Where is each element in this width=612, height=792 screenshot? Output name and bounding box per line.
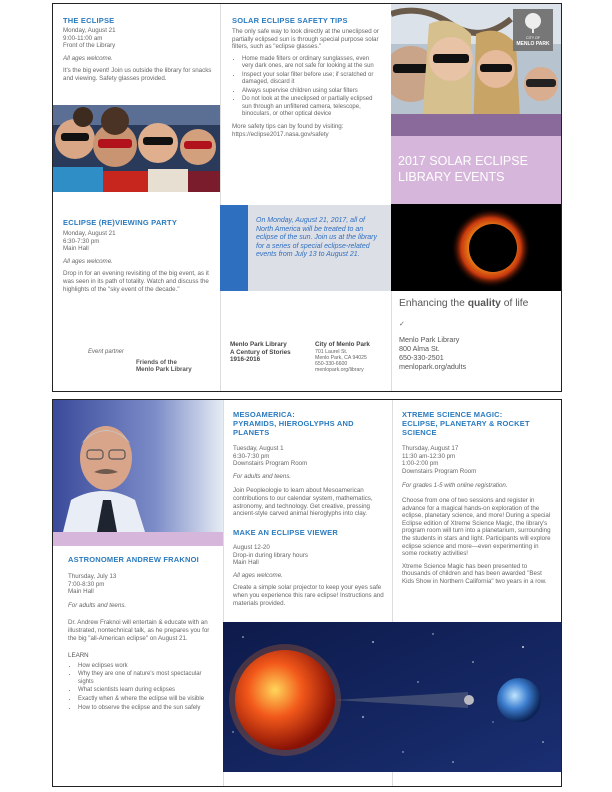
xtreme-title-2: ECLIPSE, PLANETARY & ROCKET SCIENCE: [402, 419, 530, 437]
xtreme-date: Thursday, August 17: [402, 445, 459, 452]
speaker-accent-band: [53, 532, 223, 546]
learn-item: • Why they are one of nature's most spectacular sights: [78, 671, 218, 685]
reviewing-party-title: ECLIPSE (RE)VIEWING PARTY: [63, 218, 178, 227]
xtreme-event: [402, 410, 554, 586]
safety-tip: • Inspect your solar filter before use; if scratched or damaged, discard it: [242, 72, 382, 86]
logo-small-text: CITY OF: [526, 36, 540, 40]
mesoamerica-date: Tuesday, August 1: [233, 445, 284, 452]
cover-title-line1: 2017 SOLAR ECLIPSE: [398, 154, 528, 168]
tagline-pre: Enhancing the: [399, 298, 468, 309]
centennial-line1: Menlo Park Library: [230, 341, 287, 348]
viewer-title: MAKE AN ECLIPSE VIEWER: [233, 528, 338, 537]
learn-item: • Exactly when & where the eclipse will be visible: [78, 696, 218, 703]
event-partner: [88, 349, 218, 374]
event-partner-name-1: Friends of the: [136, 358, 177, 366]
event-partner-name-2: Menlo Park Library: [136, 366, 192, 374]
cover-title-band: [391, 136, 561, 204]
panel-safety: [220, 4, 392, 391]
learn-item: • What scientists learn during eclipses: [78, 687, 218, 694]
andrew-fraknoi-photo: [53, 400, 223, 532]
xtreme-audience: For grades 1-5 with online registration.: [402, 482, 508, 490]
reviewing-party-date: Monday, August 21: [63, 230, 116, 237]
xtreme-time-2: 1:00-2:00 pm: [402, 460, 439, 468]
safety-title: SOLAR ECLIPSE SAFETY TIPS: [232, 16, 348, 25]
speaker-time: 7:00-8:30 pm: [68, 580, 105, 588]
girls-with-eclipse-glasses-photo: [391, 4, 561, 136]
xtreme-time-1: 11:30 am-12:30 pm: [402, 452, 456, 460]
city-web[interactable]: menlopark.org/library: [315, 367, 364, 374]
brochure-outside: [52, 3, 562, 392]
safety-tip: • Always supervise children using solar filters: [242, 88, 382, 95]
centennial: [230, 341, 305, 364]
mesoamerica-title-2: PYRAMIDS, HIEROGLYPHS AND PLANETS: [233, 419, 354, 437]
eclipse-event-title: THE ECLIPSE: [63, 16, 115, 25]
speaker-date: Thursday, July 13: [68, 573, 117, 580]
safety-url[interactable]: https://eclipse2017.nasa.gov/safety: [232, 130, 329, 138]
speaker-event: [68, 555, 218, 713]
xtreme-location: Downstairs Program Room: [402, 467, 477, 475]
city-addr2: Menlo Park, CA 94025: [315, 354, 367, 361]
announcement-text: On Monday, August 21, 2017, all of North America will be treated to an eclipse of the sun. Join us at the library for a series of special eclipse-related events from July 13 to August 21.: [256, 217, 378, 259]
kids-with-eclipse-glasses-photo: [53, 105, 220, 192]
city-contact: [315, 341, 390, 373]
xtreme-award: Xtreme Science Magic has been presented to thousands of children and has been awarded "Best Kids Show in Northern California" two years in a row.: [402, 562, 547, 585]
tagline-post: of life: [500, 298, 529, 309]
viewer-audience: All ages welcome.: [233, 571, 283, 579]
xtreme-description: Choose from one of two sessions and register in advance for a magical hands-on exploration of the eclipse, planetary science, and more! During a special Eclipse edition of Xtreme Science Magic, the library's program room will turn into a planetarium, surrounding the students in stars and light. Participants will explore eclipse science and more—even experimenting in some rocketry activities!: [402, 496, 551, 558]
announcement-box: [220, 205, 391, 291]
panel-events-left: [53, 4, 221, 391]
announcement-accent: [220, 205, 248, 291]
speaker-description: Dr. Andrew Fraknoi will entertain & educate with an illustrated, nontechnical talk, as he prepares you for the big "all-American eclipse" on August 21.: [68, 619, 210, 642]
reviewing-party: [63, 218, 213, 293]
eclipse-viewer-event: [233, 528, 385, 607]
library-phone: 650-330-2501: [399, 353, 444, 362]
xtreme-title-1: XTREME SCIENCE MAGIC:: [402, 410, 503, 419]
logo-name: MENLO PARK: [516, 41, 550, 47]
eclipse-event-audience: All ages welcome.: [63, 54, 113, 62]
check-mark-icon: ✓: [399, 321, 405, 328]
mesoamerica-title-1: MESOAMERICA:: [233, 410, 295, 419]
panel-cover: [391, 4, 561, 391]
learn-item: • How to observe the eclipse and the sun safely: [78, 705, 218, 712]
mesoamerica-audience: For adults and teens.: [233, 472, 292, 480]
viewer-date: August 12-20: [233, 544, 270, 551]
speaker-location: Main Hall: [68, 588, 94, 596]
learn-item: • How eclipses work: [78, 663, 218, 670]
safety-intro: The only safe way to look directly at the uneclipsed or partially eclipsed sun is through special purpose solar filters, such as "eclipse glasses.": [232, 28, 379, 51]
reviewing-party-time: 6:30-7:30 pm: [63, 237, 100, 245]
speaker-title: ASTRONOMER ANDREW FRAKNOI: [68, 555, 199, 564]
cover-tagline: [399, 298, 559, 309]
city-name: City of Menlo Park: [315, 341, 370, 348]
library-name: Menlo Park Library: [399, 335, 460, 344]
eclipse-event-description: It's the big event! Join us outside the library for snacks and viewing. Safety glasses provided.: [63, 67, 212, 82]
mesoamerica-time: 6:30-7:30 pm: [233, 452, 270, 460]
mesoamerica-event: [233, 410, 385, 518]
library-address: 800 Alma St.: [399, 344, 440, 353]
reviewing-party-location: Main Hall: [63, 245, 89, 253]
mesoamerica-location: Downstairs Program Room: [233, 460, 308, 468]
viewer-time: Drop-in during library hours: [233, 551, 308, 559]
event-partner-label: Event partner: [88, 349, 125, 355]
safety-tip-list: [232, 56, 382, 118]
safety-tip: • Home made filters or ordinary sunglasses, even very dark ones, are not safe for looking at the sun: [242, 56, 382, 70]
eclipse-event-time: 9:00-11:00 am: [63, 34, 103, 42]
viewer-description: Create a simple solar projector to keep your eyes safe when you experience this rare eclipse! Instructions and materials provided.: [233, 584, 384, 607]
tagline-bold: quality: [467, 298, 501, 309]
speaker-audience: For adults and teens.: [68, 601, 127, 609]
eclipse-event-location: Front of the Library: [63, 42, 116, 50]
reviewing-party-audience: All ages welcome.: [63, 257, 113, 265]
reviewing-party-description: Drop in for an evening revisiting of the big event, as it was seen in its path of totality. Watch and discuss the highlights of the "sky event of the decade.": [63, 270, 209, 293]
eclipse-event: [63, 16, 213, 83]
viewer-location: Main Hall: [233, 559, 259, 567]
city-addr1: 701 Laurel St.: [315, 348, 348, 355]
eclipse-event-date: Monday, August 21: [63, 27, 116, 34]
oak-tree-icon: [521, 12, 545, 34]
space-sun-planets-artwork: [223, 622, 561, 772]
menlo-park-logo: [513, 9, 553, 51]
solar-eclipse-photo: [391, 204, 561, 291]
safety-more: More safety tips can by found by visiting:: [232, 122, 344, 130]
safety-tip: • Do not look at the uneclipsed or partially eclipsed sun through an unfiltered camera, telescope, binoculars, or other optical device: [242, 96, 382, 118]
cover-title-line2: LIBRARY EVENTS: [398, 170, 505, 184]
learn-label: LEARN: [68, 652, 89, 660]
centennial-line2: A Century of Stories: [230, 348, 291, 356]
brochure-inside: [52, 399, 562, 787]
library-web[interactable]: menlopark.org/adults: [399, 362, 467, 371]
city-phone: 650-330-6600: [315, 361, 348, 367]
mesoamerica-description: Join Peopleologie to learn about Mesoamerican contributions to our calendar system, mathematics, astronomy, and technology. Get creative, pressing ancient-style carved animal hieroglyphs into clay.: [233, 487, 373, 518]
centennial-line3: 1916-2016: [230, 356, 261, 364]
library-contact: [399, 335, 559, 371]
safety-tips: [232, 16, 382, 138]
panel-speaker: [53, 400, 224, 786]
learn-list: [68, 663, 218, 712]
